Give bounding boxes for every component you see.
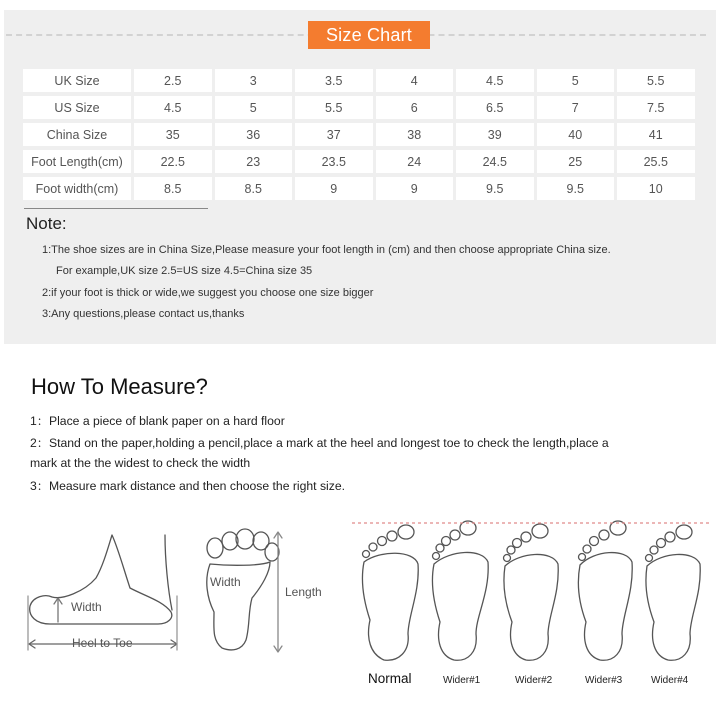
table-cell: 22.5	[134, 150, 212, 173]
table-cell: 5.5	[295, 96, 373, 119]
table-row	[23, 150, 695, 173]
step-2: 2：Stand on the paper,holding a pencil,place a mark at the heel and longest toe to check the length,place a	[30, 436, 609, 450]
table-cell: 3	[215, 69, 293, 92]
row-header-china: China Size	[23, 123, 131, 146]
table-cell: 7	[537, 96, 615, 119]
table-cell: 8.5	[134, 177, 212, 200]
row-header-us: US Size	[23, 96, 131, 119]
table-cell: 5	[537, 69, 615, 92]
sole-width-label: Width	[210, 575, 241, 589]
table-cell: 38	[376, 123, 454, 146]
foot-normal-icon	[362, 525, 418, 660]
table-cell: 5	[215, 96, 293, 119]
table-cell: 4.5	[456, 69, 534, 92]
foot-wider-3-icon	[578, 521, 632, 660]
table-row	[23, 123, 695, 146]
note-line-2: 2:if your foot is thick or wide,we suggest you choose one size bigger	[42, 287, 374, 299]
table-row	[23, 96, 695, 119]
side-width-label: Width	[71, 600, 102, 614]
table-cell: 6.5	[456, 96, 534, 119]
foot-type-normal: Normal	[368, 671, 412, 686]
sole-print-icon	[207, 529, 279, 650]
table-cell: 6	[376, 96, 454, 119]
table-cell: 9	[295, 177, 373, 200]
table-cell: 8.5	[215, 177, 293, 200]
foot-wider-4-icon	[646, 525, 701, 660]
table-cell: 35	[134, 123, 212, 146]
table-cell: 9.5	[456, 177, 534, 200]
note-line-3: 3:Any questions,please contact us,thanks	[42, 308, 245, 320]
note-divider	[24, 208, 208, 209]
table-cell: 25.5	[617, 150, 695, 173]
table-cell: 4.5	[134, 96, 212, 119]
how-to-measure-title: How To Measure?	[31, 374, 208, 399]
note-line-1: 1:The shoe sizes are in China Size,Please measure your foot length in (cm) and then choose appropriate China size.	[42, 244, 611, 256]
table-cell: 24.5	[456, 150, 534, 173]
table-cell: 39	[456, 123, 534, 146]
table-cell: 7.5	[617, 96, 695, 119]
foot-type-wider-1: Wider#1	[443, 675, 481, 686]
table-cell: 10	[617, 177, 695, 200]
row-header-foot-width: Foot width(cm)	[23, 177, 131, 200]
table-cell: 3.5	[295, 69, 373, 92]
table-cell: 4	[376, 69, 454, 92]
foot-wider-2-icon	[504, 524, 559, 660]
heel-to-toe-label: Heel to Toe	[72, 636, 133, 650]
table-cell: 24	[376, 150, 454, 173]
length-label: Length	[285, 585, 322, 599]
row-header-foot-length: Foot Length(cm)	[23, 150, 131, 173]
table-row	[23, 177, 695, 200]
table-cell: 2.5	[134, 69, 212, 92]
step-2-continued: mark at the the widest to check the width	[30, 456, 251, 470]
table-cell: 23.5	[295, 150, 373, 173]
size-chart-table	[20, 65, 698, 204]
table-cell: 9	[376, 177, 454, 200]
row-header-uk: UK Size	[23, 69, 131, 92]
table-cell: 5.5	[617, 69, 695, 92]
table-cell: 25	[537, 150, 615, 173]
table-cell: 23	[215, 150, 293, 173]
foot-type-wider-4: Wider#4	[651, 675, 689, 686]
step-1: 1：Place a piece of blank paper on a hard floor	[30, 414, 285, 428]
note-title: Note:	[26, 214, 67, 233]
table-cell: 37	[295, 123, 373, 146]
step-3: 3：Measure mark distance and then choose the right size.	[30, 479, 346, 493]
table-row	[23, 69, 695, 92]
table-cell: 41	[617, 123, 695, 146]
foot-type-wider-3: Wider#3	[585, 675, 623, 686]
table-cell: 40	[537, 123, 615, 146]
table-cell: 36	[215, 123, 293, 146]
foot-type-wider-2: Wider#2	[515, 675, 553, 686]
size-chart-title: Size Chart	[308, 21, 430, 49]
note-line-example: For example,UK size 2.5=US size 4.5=China size 35	[56, 265, 313, 277]
table-cell: 9.5	[537, 177, 615, 200]
foot-wider-1-icon	[432, 521, 488, 660]
